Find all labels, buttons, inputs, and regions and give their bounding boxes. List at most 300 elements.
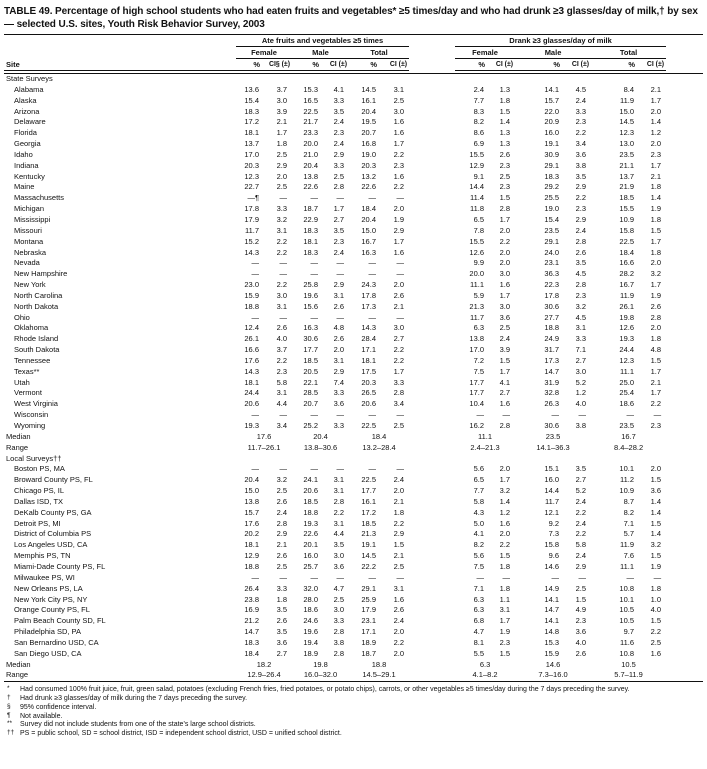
site-cell: New Hampshire xyxy=(14,269,68,279)
data-table xyxy=(4,34,703,682)
value-cell: 25.2 xyxy=(303,421,318,430)
value-cell: 2.5 xyxy=(276,182,287,192)
value-cell: 10.5 xyxy=(619,605,635,615)
value-cell: 18.3 xyxy=(303,225,318,235)
value-cell: 7.5 xyxy=(473,561,485,571)
value-cell: 4.1 xyxy=(473,529,485,539)
group-gap-cell xyxy=(409,573,455,584)
value-cell: 10.9 xyxy=(619,486,635,496)
value-cell: 18.3 xyxy=(303,247,318,257)
footnote-marker: § xyxy=(7,702,11,710)
value-cell: 1.7 xyxy=(393,139,405,149)
value-cell: 2.3 xyxy=(650,421,662,430)
value-cell: 1.7 xyxy=(276,128,287,138)
value-cell: 30.6 xyxy=(544,301,560,311)
value-cell: 1.8 xyxy=(650,334,662,344)
value-cell: 3.6 xyxy=(499,312,511,322)
row-spacer-cell xyxy=(666,345,703,356)
value-cell: 6.8 xyxy=(473,616,485,626)
summary-value-cell: 11.7–26.1 xyxy=(247,442,281,452)
value-cell: 14.8 xyxy=(544,627,560,637)
value-cell: 20.0 xyxy=(469,269,485,279)
value-cell: 1.8 xyxy=(499,583,511,593)
value-cell: 2.8 xyxy=(499,421,511,430)
value-cell: 18.5 xyxy=(303,496,318,506)
value-cell: 8.4 xyxy=(623,84,635,94)
value-cell: 2.6 xyxy=(333,301,344,311)
value-cell: 2.0 xyxy=(650,258,662,268)
group-gap-cell xyxy=(409,226,455,237)
value-cell: 3.1 xyxy=(276,388,287,398)
value-cell: 20.3 xyxy=(361,377,376,387)
value-cell: — xyxy=(368,312,376,322)
site-cell: Philadelphia SD, PA xyxy=(14,627,81,637)
value-cell: 13.8 xyxy=(244,496,259,506)
value-cell: — xyxy=(310,258,318,268)
value-cell: 7.6 xyxy=(623,551,635,561)
value-cell: 16.5 xyxy=(303,95,318,105)
value-cell: 1.5 xyxy=(499,106,511,116)
site-cell: New Orleans PS, LA xyxy=(14,583,83,593)
value-cell: 3.2 xyxy=(499,486,511,496)
footnote xyxy=(4,730,703,739)
group-gap-cell xyxy=(409,128,455,139)
value-cell: 24.4 xyxy=(619,345,635,355)
value-cell: 1.7 xyxy=(393,236,405,246)
value-cell: 9.6 xyxy=(548,551,560,561)
sex-header-row xyxy=(4,47,703,59)
summary-value-cell: 14.1–36.3 xyxy=(536,442,570,452)
site-cell: Nebraska xyxy=(14,247,47,257)
table-row xyxy=(4,302,703,313)
group-header-milk: Drank ≥3 glasses/day of milk xyxy=(455,35,666,47)
table-row xyxy=(4,638,703,649)
value-cell: 1.6 xyxy=(499,518,511,528)
footnote xyxy=(4,686,703,695)
value-cell: 20.4 xyxy=(244,475,259,485)
value-cell: 2.3 xyxy=(499,160,511,170)
value-cell: — xyxy=(551,410,560,420)
summary-value-cell: 17.6 xyxy=(256,431,272,441)
value-cell: 20.5 xyxy=(303,366,318,376)
site-cell: Tennessee xyxy=(14,355,51,365)
value-cell: 3.1 xyxy=(393,84,405,94)
value-cell: 7.4 xyxy=(333,377,344,387)
value-cell: 20.4 xyxy=(361,106,376,116)
value-cell: 3.6 xyxy=(575,149,587,159)
value-cell: 2.1 xyxy=(393,496,405,506)
value-cell: — xyxy=(251,258,259,268)
summary-value-cell: 13.2–28.4 xyxy=(362,442,396,452)
value-cell: 16.2 xyxy=(469,421,485,430)
value-cell: — xyxy=(368,410,376,420)
row-spacer-cell xyxy=(666,85,703,96)
group-gap-cell xyxy=(409,486,455,497)
value-cell: 5.7 xyxy=(623,529,635,539)
site-cell: Oklahoma xyxy=(14,323,49,333)
value-cell: 3.3 xyxy=(575,334,587,344)
table-row xyxy=(4,475,703,486)
value-cell: — xyxy=(336,269,344,279)
group-gap-cell xyxy=(409,161,455,172)
value-cell: 7.1 xyxy=(473,583,485,593)
value-cell: — xyxy=(396,193,405,203)
value-cell: 18.6 xyxy=(619,399,635,409)
group-gap-cell xyxy=(409,605,455,616)
value-cell: 2.5 xyxy=(393,561,405,571)
table-row xyxy=(4,562,703,573)
value-cell: 1.0 xyxy=(650,594,662,604)
footnote-marker: ** xyxy=(7,720,13,728)
value-cell: 3.3 xyxy=(333,388,344,398)
footnote-text: 95% confidence interval. xyxy=(20,703,97,711)
footnote-text: Had consumed 100% fruit juice, fruit, green salad, potatoes (excluding French fries, fried potatoes, or potato chips), carrots, or other vegetables ≥5 times/day during the 7 days preceding the survey. xyxy=(20,686,630,694)
value-cell: 2.6 xyxy=(650,301,662,311)
value-cell: 6.3 xyxy=(473,594,485,604)
value-cell: 3.1 xyxy=(499,605,511,615)
value-cell: 1.5 xyxy=(499,648,511,658)
row-spacer-cell xyxy=(666,139,703,150)
site-cell: Palm Beach County SD, FL xyxy=(14,616,106,626)
value-cell: 5.2 xyxy=(575,486,587,496)
value-cell: 2.5 xyxy=(276,149,287,159)
value-cell: 2.0 xyxy=(393,204,405,214)
section-header-row xyxy=(4,454,703,465)
value-cell: 3.2 xyxy=(276,475,287,485)
row-spacer-cell xyxy=(666,117,703,128)
section-label: Local Surveys†† xyxy=(6,453,62,463)
value-cell: 2.6 xyxy=(333,334,344,344)
value-cell: 20.3 xyxy=(244,160,259,170)
value-cell: 11.6 xyxy=(619,637,635,647)
row-spacer-cell xyxy=(666,464,703,475)
group-gap-cell xyxy=(409,378,455,389)
value-cell: 19.6 xyxy=(303,627,318,637)
footnote-marker: † xyxy=(7,694,11,702)
sex-header-female-2: Female xyxy=(455,47,515,59)
value-cell: 24.6 xyxy=(303,616,318,626)
row-spacer-cell xyxy=(666,497,703,508)
percent-header: % xyxy=(591,59,639,71)
site-cell: Dallas ISD, TX xyxy=(14,496,64,506)
value-cell: 2.2 xyxy=(575,128,587,138)
value-cell: 2.9 xyxy=(575,182,587,192)
value-cell: 11.9 xyxy=(619,540,635,550)
value-cell: 23.5 xyxy=(544,225,560,235)
footnote-marker: †† xyxy=(7,729,15,737)
value-cell: 17.9 xyxy=(244,214,259,224)
value-cell: 22.9 xyxy=(303,214,318,224)
group-gap-cell xyxy=(409,670,455,681)
value-cell: 1.8 xyxy=(499,95,511,105)
value-cell: 2.4 xyxy=(333,139,344,149)
summary-value-cell: 18.8 xyxy=(371,659,387,669)
table-row xyxy=(4,421,703,432)
value-cell: 18.3 xyxy=(544,171,560,181)
value-cell: 16.0 xyxy=(303,551,318,561)
value-cell: 30.6 xyxy=(303,334,318,344)
value-cell: 2.8 xyxy=(650,312,662,322)
value-cell: 3.0 xyxy=(499,301,511,311)
group-gap-cell xyxy=(409,660,455,671)
value-cell: 21.3 xyxy=(361,529,376,539)
value-cell: 2.2 xyxy=(575,529,587,539)
value-cell: 15.0 xyxy=(619,106,635,116)
value-cell: 6.3 xyxy=(473,605,485,615)
value-cell: 19.3 xyxy=(619,334,635,344)
value-cell: 1.6 xyxy=(393,117,405,127)
value-cell: — xyxy=(476,410,485,420)
value-cell: 9.7 xyxy=(623,627,635,637)
value-cell: 2.3 xyxy=(575,204,587,214)
group-gap-cell xyxy=(409,313,455,324)
value-cell: 3.3 xyxy=(276,583,287,593)
row-spacer-cell xyxy=(666,475,703,486)
value-cell: 10.1 xyxy=(619,464,635,474)
table-row xyxy=(4,117,703,128)
table-row xyxy=(4,172,703,183)
value-cell: 18.8 xyxy=(303,507,318,517)
value-cell: 24.9 xyxy=(544,334,560,344)
site-cell: Detroit PS, MI xyxy=(14,518,61,528)
site-cell: Delaware xyxy=(14,117,46,127)
group-gap-cell xyxy=(409,367,455,378)
value-cell: 4.7 xyxy=(473,627,485,637)
value-cell: 2.4 xyxy=(333,247,344,257)
value-cell: — xyxy=(368,258,376,268)
value-cell: 2.3 xyxy=(499,182,511,192)
row-spacer-cell xyxy=(666,334,703,345)
value-cell: 2.3 xyxy=(575,117,587,127)
value-cell: 3.9 xyxy=(499,345,511,355)
value-cell: 1.7 xyxy=(650,160,662,170)
summary-value-cell: 20.4 xyxy=(313,431,328,441)
value-cell: —¶ xyxy=(247,193,259,203)
percent-header: % xyxy=(292,59,323,71)
footnote xyxy=(4,713,703,722)
value-cell: 3.0 xyxy=(575,366,587,376)
group-gap-cell xyxy=(409,334,455,345)
value-cell: 1.7 xyxy=(650,95,662,105)
value-cell: 3.4 xyxy=(575,139,587,149)
value-cell: 18.1 xyxy=(361,355,376,365)
value-cell: 3.6 xyxy=(333,399,344,409)
value-cell: 26.1 xyxy=(619,301,635,311)
value-cell: 3.4 xyxy=(393,399,405,409)
value-cell: 2.2 xyxy=(276,280,287,290)
site-cell: Michigan xyxy=(14,204,45,214)
row-spacer-cell xyxy=(666,313,703,324)
table-row xyxy=(4,388,703,399)
value-cell: 21.3 xyxy=(469,301,485,311)
value-cell: 2.9 xyxy=(393,225,405,235)
value-cell: 19.4 xyxy=(303,637,318,647)
sex-header-male-2: Male xyxy=(515,47,591,59)
value-cell: 15.0 xyxy=(244,486,259,496)
value-cell: 9.1 xyxy=(473,171,485,181)
value-cell: 1.7 xyxy=(499,214,511,224)
value-cell: 2.4 xyxy=(499,334,511,344)
value-cell: 5.9 xyxy=(473,290,485,300)
table-row xyxy=(4,584,703,595)
value-cell: 12.6 xyxy=(619,323,635,333)
site-cell: Nevada xyxy=(14,258,40,268)
value-cell: 2.5 xyxy=(333,594,344,604)
table-row xyxy=(4,323,703,334)
value-cell: 25.9 xyxy=(361,594,376,604)
value-cell: 17.1 xyxy=(361,345,376,355)
value-cell: 17.0 xyxy=(469,345,485,355)
value-cell: — xyxy=(396,572,405,582)
value-cell: 4.5 xyxy=(575,269,587,279)
value-cell: 22.6 xyxy=(303,182,318,192)
value-cell: 8.6 xyxy=(473,128,485,138)
value-cell: 20.4 xyxy=(361,214,376,224)
value-cell: 5.8 xyxy=(473,496,485,506)
value-cell: 5.8 xyxy=(575,540,587,550)
group-gap xyxy=(409,47,455,59)
table-row xyxy=(4,616,703,627)
value-cell: 16.7 xyxy=(361,236,376,246)
row-spacer-cell xyxy=(666,323,703,334)
value-cell: 7.7 xyxy=(473,95,485,105)
value-cell: 14.3 xyxy=(244,247,259,257)
value-cell: 28.2 xyxy=(619,269,635,279)
value-cell: 18.1 xyxy=(244,128,259,138)
value-cell: 2.0 xyxy=(650,323,662,333)
value-cell: 1.5 xyxy=(650,551,662,561)
value-cell: 17.7 xyxy=(361,486,376,496)
value-cell: 14.4 xyxy=(544,486,560,496)
value-cell: 2.8 xyxy=(575,236,587,246)
value-cell: 11.2 xyxy=(619,475,635,485)
value-cell: 4.8 xyxy=(333,323,344,333)
row-spacer-cell xyxy=(666,96,703,107)
site-cell: New York xyxy=(14,280,46,290)
value-cell: 2.3 xyxy=(276,366,287,376)
value-cell: 19.0 xyxy=(544,204,560,214)
value-cell: — xyxy=(502,410,511,420)
value-cell: — xyxy=(368,464,376,474)
value-cell: — xyxy=(396,312,405,322)
table-row xyxy=(4,540,703,551)
value-cell: 1.1 xyxy=(499,594,511,604)
percent-header: % xyxy=(515,59,564,71)
value-cell: 16.8 xyxy=(361,139,376,149)
group-gap-cell xyxy=(409,519,455,530)
value-cell: 2.6 xyxy=(499,149,511,159)
value-cell: — xyxy=(653,410,662,420)
value-cell: 3.6 xyxy=(575,627,587,637)
site-cell: Alabama xyxy=(14,84,44,94)
right-spacer xyxy=(666,59,703,71)
table-row xyxy=(4,399,703,410)
value-cell: 2.1 xyxy=(393,301,405,311)
summary-value-cell: 2.4–21.3 xyxy=(470,442,500,452)
value-cell: 3.5 xyxy=(575,171,587,181)
value-cell: 2.9 xyxy=(276,529,287,539)
value-cell: 13.8 xyxy=(303,171,318,181)
value-cell: 3.9 xyxy=(276,106,287,116)
site-cell: Orange County PS, FL xyxy=(14,605,90,615)
value-cell: 17.3 xyxy=(544,355,560,365)
value-cell: 14.6 xyxy=(544,561,560,571)
sex-header-total-1: Total xyxy=(349,47,409,59)
value-cell: 2.4 xyxy=(575,225,587,235)
value-cell: 28.0 xyxy=(303,594,318,604)
table-row xyxy=(4,204,703,215)
row-spacer-cell xyxy=(666,237,703,248)
value-cell: 1.8 xyxy=(276,594,287,604)
value-cell: 2.5 xyxy=(393,421,405,430)
percent-header: % xyxy=(455,59,489,71)
value-cell: 2.3 xyxy=(333,236,344,246)
value-cell: 10.9 xyxy=(619,214,635,224)
site-cell: Georgia xyxy=(14,139,41,149)
value-cell: 2.0 xyxy=(393,280,405,290)
value-cell: 14.1 xyxy=(544,84,560,94)
table-body xyxy=(4,74,703,682)
table-row xyxy=(4,226,703,237)
value-cell: 2.8 xyxy=(333,496,344,506)
value-cell: 3.8 xyxy=(575,160,587,170)
value-cell: 1.6 xyxy=(499,280,511,290)
group-gap-cell xyxy=(409,584,455,595)
group-gap-cell xyxy=(409,540,455,551)
value-cell: 11.9 xyxy=(619,95,635,105)
value-cell: 15.6 xyxy=(303,301,318,311)
value-cell: 8.2 xyxy=(473,117,485,127)
value-cell: 2.4 xyxy=(575,518,587,528)
row-spacer-cell xyxy=(666,128,703,139)
value-cell: 2.0 xyxy=(650,106,662,116)
value-cell: 29.1 xyxy=(361,583,376,593)
value-cell: 15.9 xyxy=(544,648,560,658)
value-cell: 25.5 xyxy=(544,193,560,203)
value-cell: 18.5 xyxy=(303,355,318,365)
value-cell: 1.2 xyxy=(650,128,662,138)
group-gap-cell xyxy=(409,323,455,334)
value-cell: 7.2 xyxy=(473,355,485,365)
value-cell: 18.4 xyxy=(361,204,376,214)
footnote xyxy=(4,695,703,704)
value-cell: 17.8 xyxy=(244,204,259,214)
value-cell: 2.2 xyxy=(276,247,287,257)
site-cell: Montana xyxy=(14,236,44,246)
value-cell: 22.5 xyxy=(361,421,376,430)
value-cell: 15.1 xyxy=(544,464,560,474)
group-gap-cell xyxy=(409,497,455,508)
value-cell: — xyxy=(551,572,560,582)
value-cell: 2.0 xyxy=(499,464,511,474)
group-gap-cell xyxy=(409,616,455,627)
group-gap-cell xyxy=(409,464,455,475)
value-cell: 22.3 xyxy=(544,280,560,290)
group-gap-cell xyxy=(409,345,455,356)
group-gap-cell xyxy=(409,475,455,486)
group-gap-cell xyxy=(409,204,455,215)
value-cell: 3.3 xyxy=(333,95,344,105)
site-cell: Los Angeles USD, CA xyxy=(14,540,88,550)
value-cell: 2.5 xyxy=(276,561,287,571)
value-cell: 10.1 xyxy=(619,594,635,604)
group-gap-cell xyxy=(409,551,455,562)
value-cell: 4.5 xyxy=(575,84,587,94)
value-cell: 2.1 xyxy=(393,551,405,561)
site-cell: Rhode Island xyxy=(14,334,59,344)
value-cell: — xyxy=(396,269,405,279)
value-cell: 17.2 xyxy=(244,117,259,127)
